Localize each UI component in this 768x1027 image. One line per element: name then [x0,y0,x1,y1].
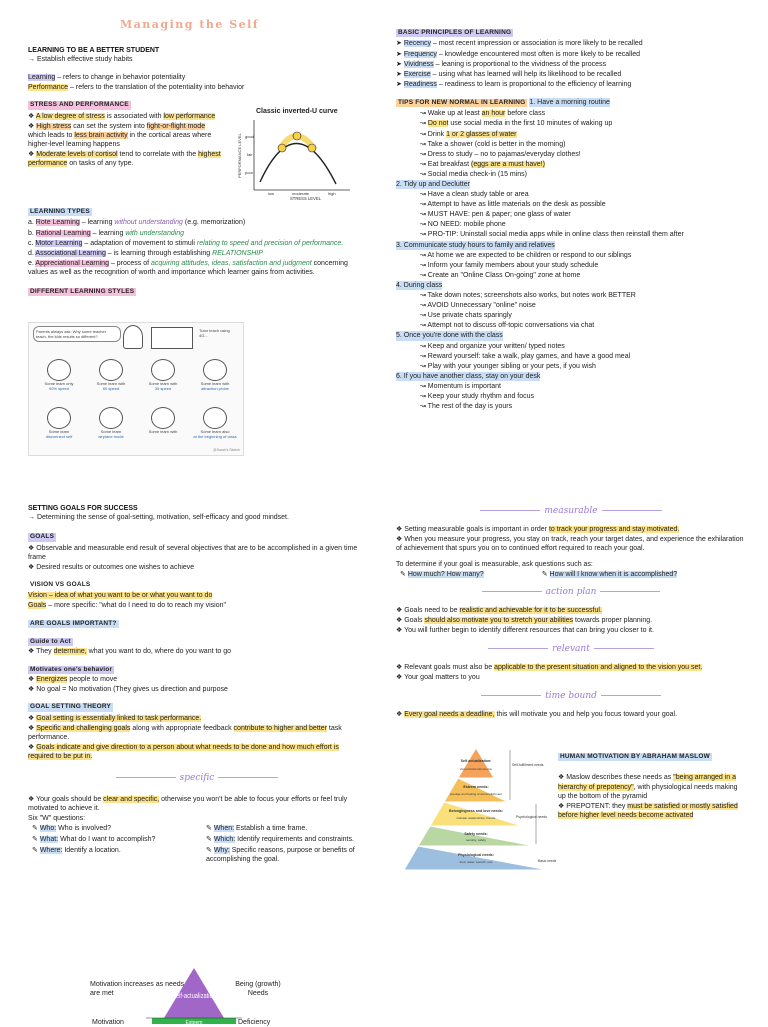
type-d: d. Associational Learning – is learning through establishing RELATIONSHIP [28,249,263,257]
tip-6-item: ↝ Keep your study rhythm and focus [420,392,535,400]
pin-icon: ✎ [206,847,212,855]
theory-point-1: ❖ Goal setting is essentially linked to task performance. [28,714,202,722]
pin-icon: ✎ [32,825,38,832]
theory-heading: GOAL SETTING THEORY [30,703,112,711]
tip-5-heading: 5. Once you're done with the class [396,332,503,340]
parent-figure-icon [123,325,143,349]
tip-5-item: ↝ Keep and organize your written/ typed notes [420,342,565,350]
student-face-icon [203,359,227,381]
pyramid-level-1-desc: achieving one's full potential, including creative activities [460,767,493,771]
pin-icon: ✎ [541,571,548,579]
maslow-section [558,752,738,821]
theory-point-3: ❖ Goals indicate and give direction to a person about what needs to be done and how much effort is required to be put in. [28,743,339,760]
bottom-pyramid-label-2: Esteem [185,1020,203,1024]
tip-4-item: ↝ Use private chats sparingly [420,312,512,320]
goals-def-2: ❖ Desired results or outcomes one wishes to achieve [28,563,195,571]
principle-item: ➤ Vividness – leaning is proportional to the vividness of the process [396,60,607,68]
tip-6-item: ↝ The rest of the day is yours [420,403,513,411]
vision-heading: VISION VS GOALS [30,580,91,588]
tip-6-item: ↝ Momentum is important [420,382,501,390]
pin-icon: ✎ [206,836,212,844]
maslow-point-1: ❖ Maslow describes these needs as "being arranged in a hierarchy of prepotency", with physiological needs making up the bottom of the pyramid [558,774,738,800]
maslow-pyramid [398,744,556,878]
tip-2-heading: 2. Tidy up and Declutter [396,181,470,188]
student-face-icon [203,407,227,429]
page-title: Managing the Self [120,18,260,31]
principle-item: ➤ Recency – most recent impression or association is more likely to be recalled [396,40,643,48]
learning-styles-heading: DIFFERENT LEARNING STYLES [30,288,135,295]
tip-3-item: ↝ At home we are expected to be children or respond to our siblings [420,251,632,259]
style-row1-label-2: Some learn with [96,381,126,386]
style-row2-sub-2: airplane mode [98,434,124,440]
tip-3-item: ↝ Create an "Online Class On-going" zone at home [420,271,581,279]
style-row1-sub-3: 30 speed [154,386,172,392]
why-goals-heading: ARE GOALS IMPORTANT? [30,619,117,627]
pyramid-level-4-desc: security, safety [466,838,486,842]
style-row1-sub-4: attraction probe [201,386,229,392]
pyramid-level-4-title: Safety needs: [464,832,488,836]
stress-heading: STRESS AND PERFORMANCE [30,101,129,109]
measurable-divider: measurable [396,506,746,518]
smart-section [396,506,746,720]
speech-bubble-tutor: Tutor teach using 4G... [199,328,230,339]
tip-1-item: ↝ Social media check-in (15 mins) [420,170,528,178]
curve-x-tick-2: moderate [292,191,309,196]
student-face-icon [99,407,123,429]
maslow-point-2: ❖ PREPOTENT: they must be satisfied or mostly satisfied before higher level needs become activated [558,802,738,819]
principles-section [396,28,746,412]
tip-4-heading: 4. During class [396,281,443,289]
style-row2-label-1: Some learn [48,429,70,434]
style-row1-label-4: Some learn with [200,381,230,386]
style-row1-sub-1: 90% speed [48,386,69,392]
student-face-icon [47,407,71,429]
tip-2-item: ↝ PRO-TIP: Uninstall social media apps while in online class then reinstall them after [420,231,684,239]
w-item: ✎ Who: Who is involved? [32,825,112,832]
relevant-point-1: ❖ Relevant goals must also be applicable to the present situation and aligned to the vision you set. [396,663,703,671]
tip-4-item: ↝ Attempt not to discuss off-topic conversations via chat [420,322,595,330]
stress-point-3: ❖ Moderate levels of cortisol tend to correlate with the highest performance on tasks of any type. [28,151,221,168]
pyramid-level-5-desc: food, water, warmth, rest [459,860,493,864]
style-row2-sub-1: disconnect self [45,434,73,440]
style-row2-label-4: Some learn also [200,429,230,434]
type-b: b. Rational Learning – learning with understanding [28,229,185,237]
learning-heading: LEARNING TO BE A BETTER STUDENT [28,47,160,54]
style-row2-label-3: Some learn with [148,429,178,434]
tip-2-item: ↝ NO NEED: mobile phone [420,221,506,229]
curve-y-tick-3: poor [245,170,254,175]
pin-icon: ✎ [400,571,406,579]
bottom-right-text: Being (growth) Needs [235,981,281,998]
style-row2-sub-4: at the beginning of class [193,434,237,440]
learning-subheading: → Establish effective study habits [28,56,133,64]
action-point-3: ❖ You will further begin to identify different resources that can bring you closer to it. [396,627,654,635]
tip-1-item: ↝ Drink 1 or 2 glasses of water [420,130,517,138]
pin-icon: ✎ [32,847,38,855]
stress-point-1: ❖ A low degree of stress is associated with low performance [28,112,216,120]
type-e: e. Appreciational Learning – process of acquiring attitudes, ideas, satisfaction and judgment concerning values as well as the recognition of worth and importance which learner gains from activities. [28,259,348,276]
tip-1-item: ↝ Wake up at least an hour before class [420,110,546,118]
speech-bubble-parents: Parents always ask: Why some teacher teach, the kids results so different? [33,326,121,342]
learning-styles-illustration [28,322,244,456]
principles-heading: BASIC PRINCIPLES OF LEARNING [398,29,512,36]
bottom-pyramid-label: Self-actualization [172,993,217,1000]
type-c: c. Motor Learning – adaptation of movement to stimuli relating to speed and precision of performance. [28,239,344,247]
tip-1-item: ↝ Take a shower (cold is better in the morning) [420,140,566,148]
tip-2-item: ↝ Have a clean study table or area [420,191,529,199]
pyramid-level-5-title: Physiological needs: [458,853,494,857]
student-face-icon [99,359,123,381]
w-item: ✎ Where: Identify a location. [32,847,121,855]
pyramid-side-1: Self-fulfillment needs [512,763,544,767]
curve-y-tick-2: fair [247,152,253,157]
curve-y-tick-1: good [245,134,254,139]
principle-item: ➤ Readiness – readiness to learn is proportional to the efficiency of learning [396,80,632,88]
goals-section [28,504,366,865]
student-face-icon [151,407,175,429]
student-face-icon [151,359,175,381]
tip-1-item: ↝ Eat breakfast (eggs are a must have!) [420,160,545,168]
curve-x-tick-1: low [268,191,275,196]
pyramid-level-3-title: Belongingness and love needs: [449,809,503,813]
time-bound-divider: time bound [396,691,746,703]
six-w-heading: Six "W" questions: [28,814,86,822]
tip-5-item: ↝ Play with your younger sibling or your pets, if you wish [420,362,596,370]
pyramid-level-1-title: Self-actualization: [460,759,492,763]
goals-def: Goals – more specific: "what do I need to do to reach my vision" [28,602,226,610]
curve-title: Classic inverted-U curve [256,108,338,115]
goals-def-1: ❖ Observable and measurable end result of several objectives that are to be accomplished in a given time frame [28,544,358,561]
bottom-right-text-2: Deficiency [238,1019,271,1026]
tip-4-item: ↝ Take down notes; screenshots also works, but notes work BETTER [420,292,636,300]
tip-1-heading: 1. Have a morning routine [529,98,610,106]
type-a: a. Rote Learning – learning without understanding (e.g. memorization) [28,219,246,227]
principle-item: ➤ Exercise – using what has learned will help its likelihood to be recalled [396,70,622,78]
theory-point-2: ❖ Specific and challenging goals along with appropriate feedback contribute to higher and better task performance. [28,724,342,741]
motivates-point-2: ❖ No goal = No motivation (They gives us direction and purpose [28,686,228,694]
w-item: ✎ Why: Specific reasons, purpose or benefits of accomplishing the goal. [206,847,355,864]
inverted-u-curve [232,104,357,202]
pyramid-level-2-title: Esteem needs: [463,785,489,789]
learning-types-section [28,205,358,298]
pyramid-side-3: Basic needs [538,859,556,863]
whiteboard-icon [151,327,193,349]
tip-1-item: ↝ Do not use social media in the first 10 minutes of waking up [420,120,613,128]
curve-ylabel: PERFORMANCE LEVEL [237,133,242,178]
w-item: ✎ Which: Identify requirements and constraints. [206,836,354,844]
measurable-questions-intro: To determine if your goal is measurable, ask questions such as: [396,560,593,568]
goals-heading: SETTING GOALS FOR SUCCESS [28,505,138,512]
goals-def-heading: GOALS [30,533,55,541]
tip-5-item: ↝ Reward yourself: take a walk, play games, and have a good meal [420,352,631,360]
learning-def: Learning – refers to change in behavior potentiality [28,74,186,82]
motivates-point-1: ❖ Energizes people to move [28,675,118,683]
tip-4-item: ↝ AVOID Unnecessary "online" noise [420,302,536,310]
action-plan-divider: action plan [396,587,746,599]
principle-item: ➤ Frequency – knowledge encountered most often is more likely to be recalled [396,50,641,58]
learning-types-heading: LEARNING TYPES [30,208,90,215]
measurable-questions: ✎ How much? How many? ✎ How will I know when it is accomplished? [400,571,678,579]
tip-3-heading: 3. Communicate study hours to family and relatives [396,241,555,249]
curve-x-tick-3: high [328,191,336,196]
tip-6-heading: 6. If you have another class, stay on your desk [396,372,541,380]
maslow-heading: HUMAN MOTIVATION BY ABRAHAM MASLOW [560,753,710,760]
guide-heading: Guide to Act [30,637,71,645]
tip-2-item: ↝ MUST HAVE: pen & paper; one glass of water [420,211,571,219]
action-point-1: ❖ Goals need to be realistic and achievable for it to be successful. [396,606,602,614]
bottom-left-text-2: Motivation [92,1019,124,1026]
motivates-heading: Motivates one's behavior [30,665,113,673]
bottom-left-text: Motivation increases as needs are met [90,981,185,998]
relevant-divider: relevant [396,644,746,656]
measurable-point-1: ❖ Setting measurable goals is important in order to track your progress and stay motivated. [396,525,680,533]
measurable-point-2: ❖ When you measure your progress, you stay on track, reach your target dates, and experience the exhilaration of achievement that spurs you on to continued effort required to reach your goal. [396,535,744,552]
vision-def: Vision – idea of what you want to be or what you want to do [28,592,213,600]
pyramid-level-3-desc: intimate relationships, friends [456,816,496,820]
stress-point-2: ❖ High stress can set the system into fight-or-flight mode which leads to less brain activity in the cortical areas where higher-level learning happens [28,122,212,149]
specific-divider: specific [28,773,366,785]
w-item: ✎ What: What do I want to accomplish? [32,836,156,844]
style-row2-label-2: Some learn [100,429,122,434]
tip-3-item: ↝ Inform your family members about your study schedule [420,261,599,269]
pin-icon: ✎ [206,825,212,832]
tip-1-item: ↝ Dress to study – no to pajamas/everyday clothes! [420,150,581,158]
student-face-icon [47,359,71,381]
performance-def: Performance – refers to the translation of the potentiality into behavior [28,84,245,92]
time-point: ❖ Every goal needs a deadline, this will motivate you and help you focus toward your goal. [396,710,678,718]
goals-subheading: → Determining the sense of goal-setting, motivation, self-efficacy and good mindset. [28,514,289,522]
style-row1-label-3: Some learn with [148,381,178,386]
pyramid-level-2-desc: prestige and feeling of accomplishment [449,792,503,796]
pyramid-side-2: Psychological needs [516,815,547,819]
style-row1-sub-2: 60 speed [102,386,120,392]
action-point-2: ❖ Goals should also motivate you to stretch your abilities towards proper planning. [396,616,653,624]
specific-point: ❖ Your goals should be clear and specific, otherwise you won't be able to focus your efforts or feel truly motivated to achieve it. [28,795,348,812]
illustration-credit: @Sarah's Sketch [213,448,240,453]
w-item: ✎ When: Establish a time frame. [206,825,308,832]
curve-xlabel: STRESS LEVEL [290,196,321,201]
tip-2-item: ↝ Attempt to have as little materials on the desk as possible [420,201,606,209]
pin-icon: ✎ [32,836,38,844]
relevant-point-2: ❖ Your goal matters to you [396,673,480,681]
guide-point: ❖ They determine, what you want to do, where do you want to go [28,648,232,656]
style-row1-label-1: Some learn only [44,381,74,386]
tips-heading: TIPS FOR NEW NORMAL IN LEARNING [398,98,526,106]
